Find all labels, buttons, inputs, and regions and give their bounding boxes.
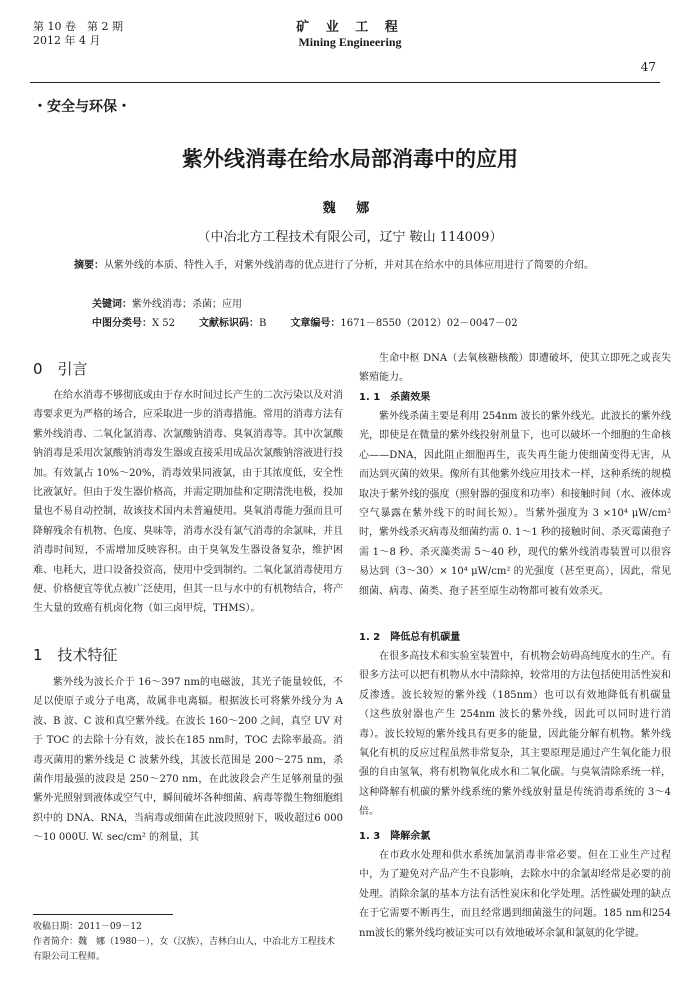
s13-paragraph bbox=[359, 846, 671, 943]
footnote bbox=[33, 920, 343, 965]
doc-code-value: B bbox=[259, 318, 267, 329]
s12-text: 在很多高技术和实验室装置中，有机物会妨碍高纯度水的生产。有很多方法可以把有机物从水中清除掉，较常用的方法包括使用活性炭和反渗透。波长较短的紫外线（185nm）也可以有效地降低有机碳量（这些放射器也产生 254nm 波长的紫外线，因此可以同时进行消毒）。波长较短的紫外线具有更多的能量，因此能分解有机物。紫外线氧化有机的反应过程虽然非常复杂，其主要原理是通过产生氧化能力很强的自由氢氧，将有机物氧化成水和二氧化碳。与臭氧清除系统一样，这种降解有机碳的紫外线系统的紫外线放射量是传统消毒系统的 3～4 倍。 bbox=[359, 651, 671, 818]
author-bio: 作者简介：魏 娜（1980－），女（汉族），吉林白山人，中冶北方工程技术有限公司工程师。 bbox=[33, 937, 335, 962]
s12-paragraph bbox=[359, 647, 671, 822]
continued-paragraph bbox=[359, 349, 671, 388]
keywords-label: 关键词： bbox=[92, 299, 132, 310]
s12-heading: 1. 2 降低总有机碳量 bbox=[359, 632, 461, 643]
continued-text: 生命中枢 DNA（去氧核糖核酸）即遭破坏，使其立即死之或丧失繁殖能力。 bbox=[359, 353, 671, 384]
intro-text: 在给水消毒不够彻底或由于存水时间过长产生的二次污染以及对消毒要求更为严格的场合，应采取进一步的消毒措施。常用的消毒方法有紫外线消毒、二氧化氯消毒、次氯酸钠消毒、臭氧消毒等。其中次氯酸钠消毒是采用次氯酸钠消毒发生器或直接采用成品次氯酸钠溶液进行投加。有效氯占 10%～20%，消毒效果同液氯，由于其浓度低，安全性比液氯好。但由于发生器价格高，并需定期加盐和定期清洗电极，投加量也不易自动控制，故该技术国内未普遍使用。臭氧消毒能力强而且可降解残余有机物、色度、臭味等，消毒水没有氯气消毒的余氯味，并且消毒时间短，不需增加反映容积。由于臭氧发生器设备复杂，维护困难、电耗大，进口设备投资高，使用中受到制约。二氧化氯消毒使用方便、价格便宜等优点被广泛使用，但其一旦与水中的有机物结合，将产生大量的致癌有机卤化物（如三卤甲烷，THMS）。 bbox=[33, 390, 343, 615]
article-number-value: 1671－8550（2012）02－0047－02 bbox=[340, 318, 518, 329]
journal-name bbox=[260, 20, 440, 49]
journal-name-cn: 矿 业 工 程 bbox=[296, 20, 404, 35]
classification-line bbox=[92, 314, 518, 329]
doc-code-label: 文献标识码： bbox=[199, 318, 260, 329]
tech-text: 紫外线为波长介于 16～397 nm的电磁波，其光子能量较低，不足以使原子或分子电离，故属非电离辐。根据波长可将紫外线分为 A 波、B 波、C 波和真空紫外线。在波长 160～200 之间，真空 UV 对于 TOC 的去除十分有效，波长在185 nm时，TOC 去除率最高。消毒灭菌用的紫外线是 C 波紫外线，其波长范围是 200～275 nm，杀菌作用最强的波段是 250～270 nm，在此波段会产生足够剂量的强紫外光照射到液体或空气中，瞬间破坏各种细菌、病毒等微生物细胞组织中的 DNA、RNA，当病毒或细菌在此波段照射下，吸收超过6 000～10 000U. W. sec/cm² 的剂量，其 bbox=[33, 677, 343, 844]
tech-heading: 1 技术特征 bbox=[33, 646, 118, 664]
running-header-left bbox=[33, 20, 123, 48]
footnote-divider bbox=[33, 914, 173, 915]
journal-name-en: Mining Engineering bbox=[298, 35, 402, 49]
article-title: 紫外线消毒在给水局部消毒中的应用 bbox=[182, 147, 518, 171]
clc-value: X 52 bbox=[152, 318, 176, 329]
abstract-label: 摘要： bbox=[74, 260, 104, 271]
received-date: 收稿日期：2011－09－12 bbox=[33, 922, 142, 932]
keywords-text: 紫外线消毒；杀菌；应用 bbox=[132, 299, 242, 310]
publication-date: 2012 年 4 月 bbox=[33, 34, 101, 47]
author-name: 魏 娜 bbox=[322, 201, 378, 216]
s13-text: 在市政水处理和供水系统加氯消毒非常必要。但在工业生产过程中，为了避免对产品产生不良影响，去除水中的余氯却经常是必要的前处理。消除余氯的基本方法有活性炭床和化学处理。活性碳处理的缺点在于它需要不断再生，而且经常遇到细菌滋生的问题。185 nm和254 nm波长的紫外线均被证实可以有效地破坏余氯和氯氨的化学键。 bbox=[359, 850, 671, 939]
keywords bbox=[92, 295, 242, 310]
s11-paragraph bbox=[359, 407, 671, 601]
clc-label: 中图分类号： bbox=[92, 318, 152, 329]
intro-paragraph bbox=[33, 386, 343, 619]
tech-paragraph bbox=[33, 673, 343, 848]
section-label: ・安全与环保・ bbox=[33, 99, 131, 115]
s11-text: 紫外线杀菌主要是利用 254nm 波长的紫外线光。此波长的紫外线光，即使是在微量的紫外线投射剂量下，也可以破坏一个细胞的生命核心——DNA，因此阻止细胞再生，丧失再生能力使细菌变得无害，从而达到灭菌的效果。像所有其他紫外线应用技术一样，这种系统的规模取决于紫外线的强度（照射器的强度和功率）和接触时间（水、液体或空气暴露在紫外线下的时间长短）。当紫外强度为 3 ×10⁴ μW/cm²时，紫外线杀灭病毒及细菌约需 0. 1～1 秒的接触时间、杀灭霉菌孢子需 1～8 秒、杀灭藻类需 5～40 秒，现代的紫外线消毒装置可以很容易达到（3～30）× 10⁴ μW/cm² 的光强度（甚至更高），因此，常见细菌、病毒、菌类、孢子甚至原生动物都可被有效杀灭。 bbox=[359, 411, 671, 597]
page-number: 47 bbox=[640, 60, 656, 74]
s11-heading: 1. 1 杀菌效果 bbox=[359, 392, 431, 403]
header-divider bbox=[30, 82, 660, 83]
author-affiliation: （中冶北方工程技术有限公司，辽宁 鞍山 114009） bbox=[197, 230, 503, 245]
abstract bbox=[74, 257, 614, 275]
intro-heading: 0 引言 bbox=[33, 360, 88, 378]
article-number-label: 文章编号： bbox=[290, 318, 341, 329]
s13-heading: 1. 3 降解余氯 bbox=[359, 831, 431, 842]
volume-issue: 第 10 卷 第 2 期 bbox=[33, 20, 123, 33]
abstract-text: 从紫外线的本质、特性入手，对紫外线消毒的优点进行了分析，并对其在给水中的具体应用进行了简要的介绍。 bbox=[104, 260, 594, 271]
